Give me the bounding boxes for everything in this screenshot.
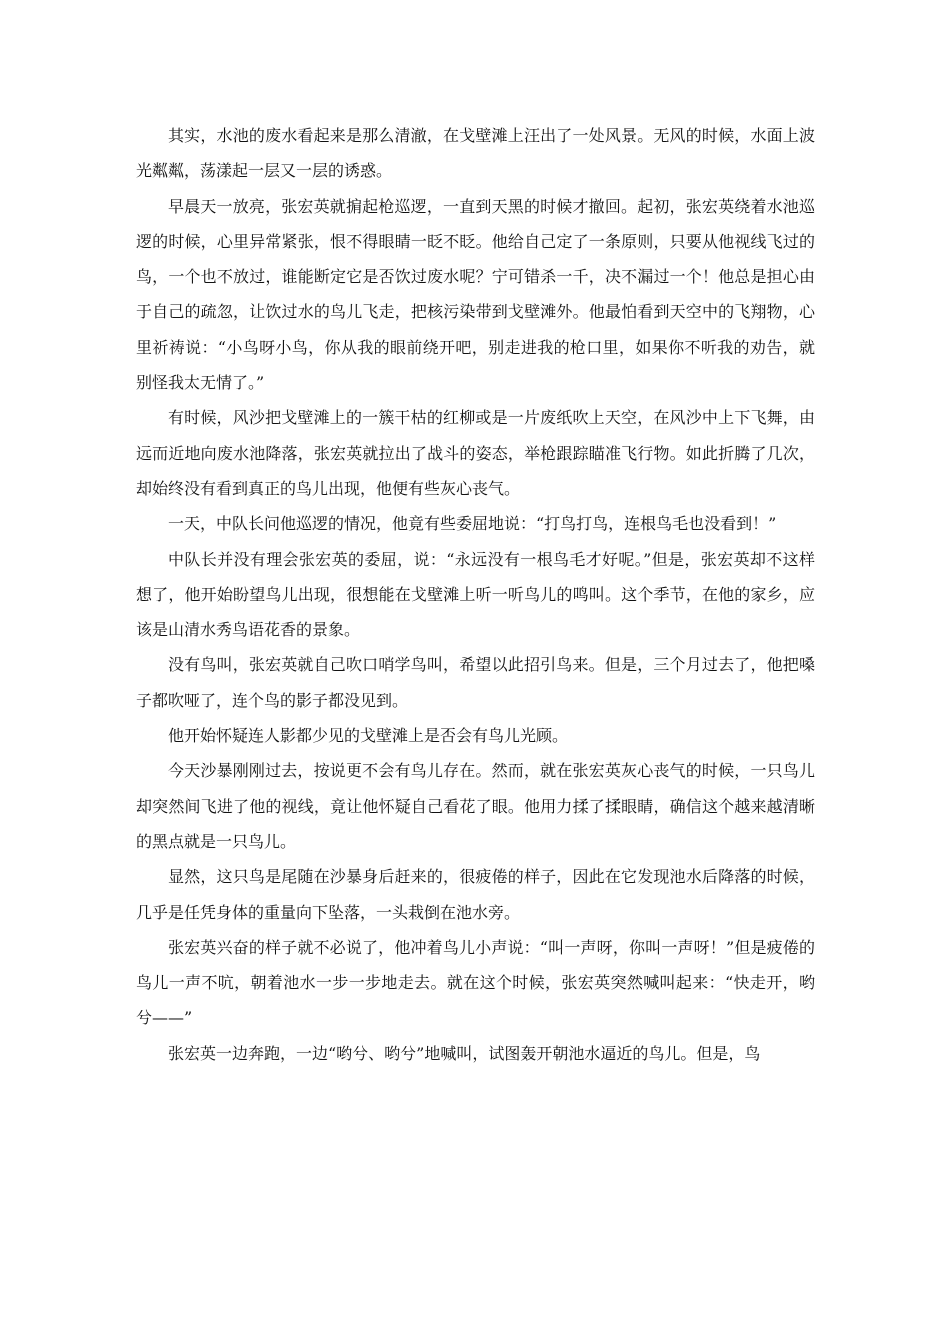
paragraph: 其实，水池的废水看起来是那么清澈，在戈壁滩上汪出了一处风景。无风的时候，水面上波光粼粼，荡漾起一层又一层的诱惑。 — [136, 126, 815, 181]
body-text — [136, 118, 815, 1071]
paragraph: 张宏英一边奔跑，一边“哟兮、哟兮”地喊叫，试图轰开朝池水逼近的鸟儿。但是，鸟 — [168, 1043, 761, 1063]
paragraph: 张宏英兴奋的样子就不必说了，他冲着鸟儿小声说：“叫一声呀，你叫一声呀！”但是疲倦的鸟儿一声不吭，朝着池水一步一步地走去。就在这个时候，张宏英突然喊叫起来：“快走开，哟兮——” — [136, 937, 815, 1028]
paragraph: 显然，这只鸟是尾随在沙暴身后赶来的，很疲倦的样子，因此在它发现池水后降落的时候，几乎是任凭身体的重量向下坠落，一头栽倒在池水旁。 — [136, 867, 815, 922]
paragraph: 没有鸟叫，张宏英就自己吹口哨学鸟叫，希望以此招引鸟来。但是，三个月过去了，他把嗓子都吹哑了，连个鸟的影子都没见到。 — [136, 655, 815, 710]
paragraph: 中队长并没有理会张宏英的委屈，说：“永远没有一根鸟毛才好呢。”但是，张宏英却不这样想了，他开始盼望鸟儿出现，很想能在戈壁滩上听一听鸟儿的鸣叫。这个季节，在他的家乡，应该是山清水秀鸟语花香的景象。 — [136, 549, 815, 640]
paragraph: 一天，中队长问他巡逻的情况，他竟有些委屈地说：“打鸟打鸟，连根鸟毛也没看到！” — [168, 514, 777, 534]
paragraph: 他开始怀疑连人影都少见的戈壁滩上是否会有鸟儿光顾。 — [168, 726, 569, 746]
paragraph: 今天沙暴刚刚过去，按说更不会有鸟儿存在。然而，就在张宏英灰心丧气的时候，一只鸟儿却突然间飞进了他的视线，竟让他怀疑自己看花了眼。他用力揉了揉眼睛，确信这个越来越清晰的黑点就是一只鸟儿。 — [136, 761, 815, 851]
paragraph: 早晨天一放亮，张宏英就掮起枪巡逻，一直到天黑的时候才撤回。起初，张宏英绕着水池巡逻的时候，心里异常紧张，恨不得眼睛一眨不眨。他给自己定了一条原则，只要从他视线飞过的鸟，一个也不放过，谁能断定它是否饮过废水呢？宁可错杀一千，决不漏过一个！他总是担心由于自己的疏忽，让饮过水的鸟儿飞走，把核污染带到戈壁滩外。他最怕看到天空中的飞翔物，心里祈祷说：“小鸟呀小鸟，你从我的眼前绕开吧，别走进我的枪口里，如果你不听我的劝告，就别怪我太无情了。” — [136, 196, 815, 393]
paragraph: 有时候，风沙把戈壁滩上的一簇干枯的红柳或是一片废纸吹上天空，在风沙中上下飞舞，由远而近地向废水池降落，张宏英就拉出了战斗的姿态，举枪跟踪瞄准飞行物。如此折腾了几次，却始终没有看到真正的鸟儿出现，他便有些灰心丧气。 — [136, 408, 815, 498]
